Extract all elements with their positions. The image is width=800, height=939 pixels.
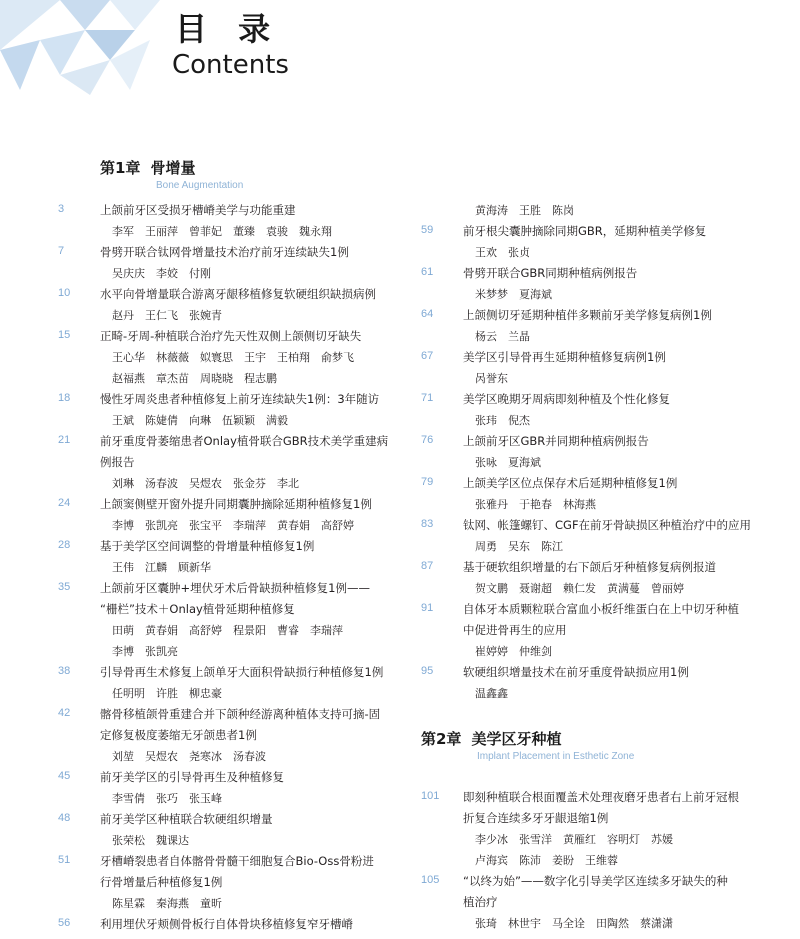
toc-entry-title: 即刻种植联合根面覆盖术处理夜磨牙患者右上前牙冠根 xyxy=(463,790,739,804)
decorative-triangles xyxy=(0,0,170,95)
toc-entry-title: 钛网、帐篷螺钉、CGF在前牙骨缺损区种植治疗中的应用 xyxy=(463,518,752,532)
toc-entry[interactable] xyxy=(58,431,408,494)
toc-page-number: 91 xyxy=(421,602,434,614)
toc-entry-title: 骨劈开联合GBR同期种植病例报告 xyxy=(463,266,638,280)
toc-entry-title: 植治疗 xyxy=(463,895,498,909)
toc-entry-authors: 贺文鹏 聂谢超 赖仁发 黄满蔓 曾丽婷 xyxy=(475,582,684,595)
toc-entry-authors: 张雅丹 于艳春 林海燕 xyxy=(475,498,596,511)
toc-entry[interactable] xyxy=(421,787,771,871)
chapter-title-english: Bone Augmentation xyxy=(156,180,244,191)
toc-page-number: 10 xyxy=(58,287,71,299)
toc-entry-title: 基于硬软组织增量的右下颌后牙种植修复病例报道 xyxy=(463,560,716,574)
toc-entry-title: 美学区晚期牙周病即刻种植及个性化修复 xyxy=(463,392,670,406)
toc-entry[interactable] xyxy=(58,851,408,914)
toc-entry-authors: 周勇 吴东 陈江 xyxy=(475,540,563,553)
toc-entry-title: 正畸-牙周-种植联合治疗先天性双侧上颌侧切牙缺失 xyxy=(100,329,362,343)
toc-entry[interactable] xyxy=(421,871,771,934)
toc-entry-authors: 温鑫鑫 xyxy=(475,687,508,700)
chapter-title: 美学区牙种植 xyxy=(471,730,562,748)
toc-entry[interactable] xyxy=(58,662,408,704)
toc-entry-title: 基于美学区空间调整的骨增量种植修复1例 xyxy=(100,539,315,553)
toc-entry-authors: 刘琳 汤春波 吴煜农 张金芬 李北 xyxy=(112,477,299,490)
toc-entry[interactable] xyxy=(58,809,408,851)
toc-entry-authors: 张玮 倪杰 xyxy=(475,414,530,427)
toc-page-number: 7 xyxy=(58,245,65,257)
toc-entry[interactable] xyxy=(421,431,771,473)
toc-page-number: 42 xyxy=(58,707,71,719)
toc-entry-title: “栅栏”技术＋Onlay植骨延期种植修复 xyxy=(100,602,295,616)
toc-entry-authors: 王心华 林薇薇 姒寰思 王宇 王柏翔 俞梦飞 xyxy=(112,351,354,364)
toc-page-number: 48 xyxy=(58,812,71,824)
toc-entry[interactable] xyxy=(58,242,408,284)
toc-entry-authors: 李少冰 张雪洋 黄雁红 容明灯 苏媛 xyxy=(475,833,673,846)
toc-entry-authors: 王斌 陈婕倩 向琳 伍颖颖 满毅 xyxy=(112,414,288,427)
toc-entry[interactable] xyxy=(58,284,408,326)
toc-page-number: 76 xyxy=(421,434,434,446)
toc-entry[interactable] xyxy=(421,200,771,221)
toc-entry-authors: 陈星霖 秦海燕 童昕 xyxy=(112,897,222,910)
toc-entry[interactable] xyxy=(421,557,771,599)
toc-entry[interactable] xyxy=(58,494,408,536)
chapter-number: 第2章 xyxy=(421,730,462,748)
toc-page-number: 51 xyxy=(58,854,71,866)
toc-entry-title: 前牙美学区的引导骨再生及种植修复 xyxy=(100,770,284,784)
toc-entry-authors: 米梦梦 夏海斌 xyxy=(475,288,552,301)
toc-page-number: 28 xyxy=(58,539,71,551)
toc-entry-authors: 呙誉东 xyxy=(475,372,508,385)
toc-entry[interactable] xyxy=(58,536,408,578)
toc-entry[interactable] xyxy=(421,347,771,389)
toc-entry-title: 前牙重度骨萎缩患者Onlay植骨联合GBR技术美学重建病 xyxy=(100,434,389,448)
toc-entry-title: 髂骨移植颌骨重建合并下颌种经游离种植体支持可摘-固 xyxy=(100,707,381,721)
toc-entry-authors: 张咏 夏海斌 xyxy=(475,456,541,469)
toc-entry-title: 牙槽嵴裂患者自体髂骨骨髓干细胞复合Bio-Oss骨粉进 xyxy=(100,854,374,868)
toc-entry-title: 引导骨再生术修复上颌单牙大面积骨缺损行种植修复1例 xyxy=(100,665,384,679)
toc-entry-authors: 李军 王丽萍 曾菲妃 董臻 袁骏 魏永翔 xyxy=(112,225,332,238)
toc-entry-title: 水平向骨增量联合游离牙龈移植修复软硬组织缺损病例 xyxy=(100,287,376,301)
toc-entry-authors: 张荣松 魏课达 xyxy=(112,834,189,847)
toc-entry[interactable] xyxy=(421,662,771,704)
toc-entry[interactable] xyxy=(58,578,408,662)
chapter-title: 骨增量 xyxy=(150,159,196,177)
page-title-english: Contents xyxy=(172,50,289,80)
chapter-title-english: Implant Placement in Esthetic Zone xyxy=(477,751,635,762)
toc-page-number: 83 xyxy=(421,518,434,530)
toc-right-column-chapter-2 xyxy=(421,787,771,934)
toc-page-number: 101 xyxy=(421,790,440,802)
toc-right-column xyxy=(421,200,771,704)
toc-entry-title: 中促进骨再生的应用 xyxy=(463,623,567,637)
chapter-1-heading xyxy=(100,157,243,191)
toc-page-number: 64 xyxy=(421,308,434,320)
toc-entry-title: 上颌前牙区囊肿+埋伏牙术后骨缺损种植修复1例—— xyxy=(100,581,370,595)
toc-page-number: 59 xyxy=(421,224,434,236)
toc-entry-title: 上颌前牙区GBR并同期种植病例报告 xyxy=(463,434,649,448)
toc-page-number: 71 xyxy=(421,392,434,404)
page-title-chinese: 目 录 xyxy=(175,10,281,48)
chapter-2-heading xyxy=(421,728,634,762)
toc-page-number: 21 xyxy=(58,434,71,446)
toc-entry-title: 上颌前牙区受损牙槽嵴美学与功能重建 xyxy=(100,203,296,217)
toc-entry[interactable] xyxy=(421,473,771,515)
toc-entry-title: 折复合连续多牙牙龈退缩1例 xyxy=(463,811,609,825)
toc-entry-title: 骨劈开联合钛网骨增量技术治疗前牙连续缺失1例 xyxy=(100,245,349,259)
toc-entry[interactable] xyxy=(421,263,771,305)
toc-page-number: 67 xyxy=(421,350,434,362)
toc-entry-authors: 黄海涛 王胜 陈岗 xyxy=(475,204,574,217)
toc-entry[interactable] xyxy=(58,389,408,431)
toc-entry-authors: 崔婷婷 仲维剑 xyxy=(475,645,552,658)
toc-page-number: 38 xyxy=(58,665,71,677)
toc-page-number: 45 xyxy=(58,770,71,782)
toc-entry-title: 上颌美学区位点保存术后延期种植修复1例 xyxy=(463,476,678,490)
toc-entry-title: “以终为始”——数字化引导美学区连续多牙缺失的种 xyxy=(463,874,728,888)
toc-left-column xyxy=(58,200,408,935)
toc-entry[interactable] xyxy=(58,326,408,389)
toc-entry[interactable] xyxy=(58,767,408,809)
toc-entry-title: 行骨增量后种植修复1例 xyxy=(100,875,223,889)
toc-page-number: 56 xyxy=(58,917,71,929)
toc-page-number: 87 xyxy=(421,560,434,572)
toc-entry-authors: 李博 张凯亮 张宝平 李瑞萍 黄春娟 高舒婷 xyxy=(112,519,354,532)
toc-entry-title: 自体牙本质颗粒联合富血小板纤维蛋白在上中切牙种植 xyxy=(463,602,739,616)
toc-page-number: 105 xyxy=(421,874,440,886)
toc-entry-authors: 赵福燕 章杰苗 周晓晓 程志鹏 xyxy=(112,372,277,385)
toc-page-number: 3 xyxy=(58,203,65,215)
toc-entry-authors: 卢海宾 陈沛 姜盼 王维蓉 xyxy=(475,854,618,867)
toc-entry-title: 上颌窦侧壁开窗外提升同期囊肿摘除延期种植修复1例 xyxy=(100,497,372,511)
toc-entry-title: 软硬组织增量技术在前牙重度骨缺损应用1例 xyxy=(463,665,689,679)
toc-entry[interactable] xyxy=(421,221,771,263)
toc-entry-authors: 李博 张凯亮 xyxy=(112,645,178,658)
toc-page-number: 18 xyxy=(58,392,71,404)
toc-entry-title: 定修复极度萎缩无牙颌患者1例 xyxy=(100,728,257,742)
toc-entry-title: 上颌侧切牙延期种植伴多颗前牙美学修复病例1例 xyxy=(463,308,712,322)
toc-page-number: 61 xyxy=(421,266,434,278)
toc-entry-authors: 赵丹 王仁飞 张婉青 xyxy=(112,309,222,322)
toc-entry-title: 例报告 xyxy=(100,455,135,469)
toc-entry-authors: 任明明 许胜 柳忠豪 xyxy=(112,687,222,700)
toc-entry[interactable] xyxy=(421,515,771,557)
toc-entry-authors: 刘堃 吴煜农 尧寒冰 汤春波 xyxy=(112,750,266,763)
toc-entry-title: 美学区引导骨再生延期种植修复病例1例 xyxy=(463,350,666,364)
toc-entry-title: 慢性牙周炎患者种植修复上前牙连续缺失1例：3年随访 xyxy=(100,392,380,406)
toc-page-number: 24 xyxy=(58,497,71,509)
toc-entry-authors: 杨云 兰晶 xyxy=(475,330,530,343)
toc-entry-authors: 张琦 林世宇 马全诠 田陶然 蔡潇潇 xyxy=(475,917,673,930)
toc-entry-authors: 王伟 江麟 顾新华 xyxy=(112,561,211,574)
chapter-number: 第1章 xyxy=(100,159,141,177)
toc-entry[interactable] xyxy=(58,704,408,767)
toc-entry-title: 前牙美学区种植联合软硬组织增量 xyxy=(100,812,273,826)
toc-entry-title: 前牙根尖囊肿摘除同期GBR，延期种植美学修复 xyxy=(463,224,707,238)
toc-entry[interactable] xyxy=(421,599,771,662)
toc-page-number: 95 xyxy=(421,665,434,677)
toc-entry-authors: 王欢 张贞 xyxy=(475,246,530,259)
toc-entry-authors: 李雪倩 张巧 张玉峰 xyxy=(112,792,222,805)
toc-entry-title: 利用埋伏牙颊侧骨板行自体骨块移植修复窄牙槽嵴 xyxy=(100,917,353,931)
toc-entry[interactable] xyxy=(58,200,408,242)
toc-entry[interactable] xyxy=(421,305,771,347)
toc-page-number: 35 xyxy=(58,581,71,593)
toc-page-number: 15 xyxy=(58,329,71,341)
toc-entry-authors: 田萌 黄春娟 高舒婷 程景阳 曹睿 李瑞萍 xyxy=(112,624,343,637)
toc-entry-authors: 吴庆庆 李姣 付刚 xyxy=(112,267,211,280)
toc-entry[interactable] xyxy=(58,914,408,935)
toc-entry[interactable] xyxy=(421,389,771,431)
toc-page-number: 79 xyxy=(421,476,434,488)
